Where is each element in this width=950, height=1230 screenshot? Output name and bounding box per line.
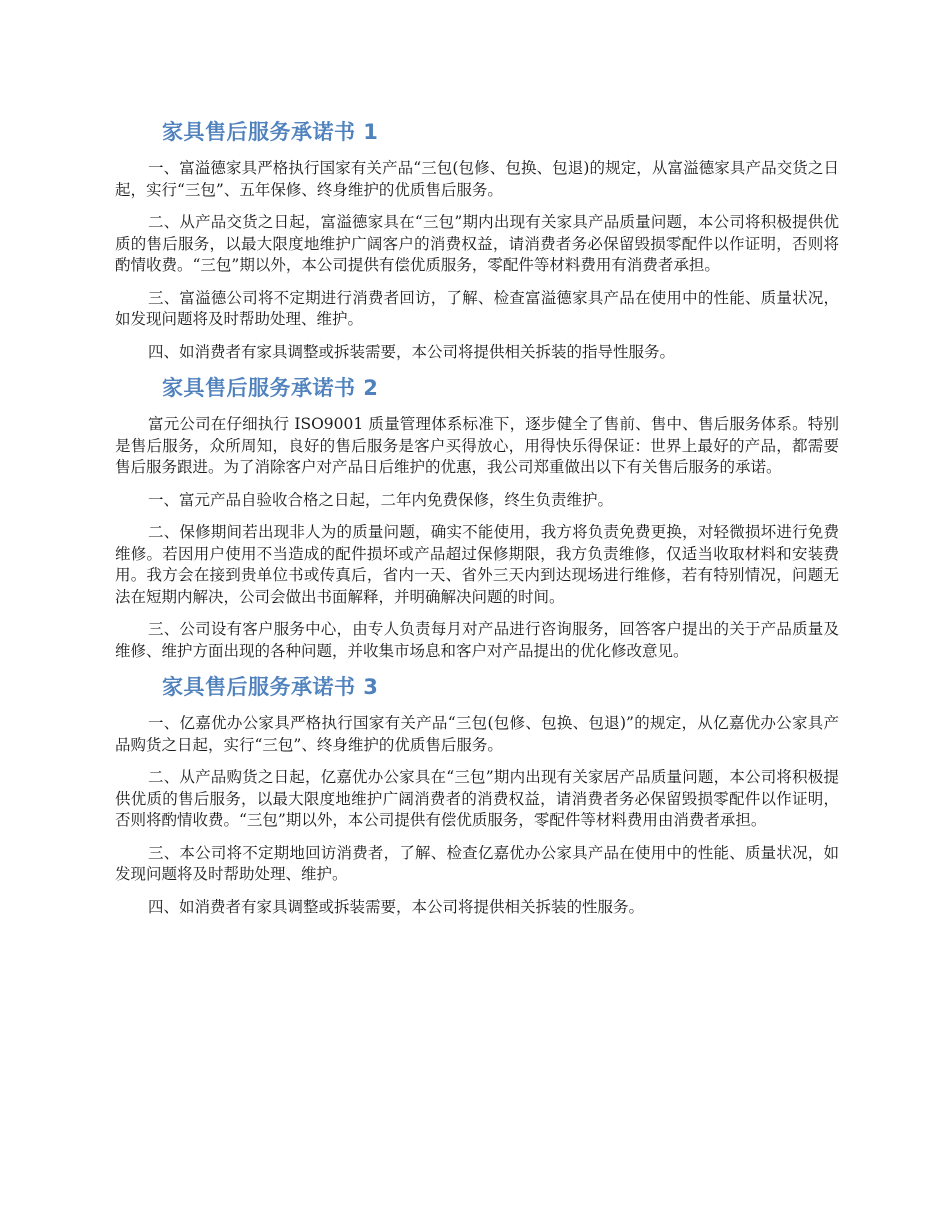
document-page (115, 118, 839, 929)
paragraph: 三、富溢德公司将不定期进行消费者回访，了解、检查富溢德家具产品在使用中的性能、质量状况，如发现问题将及时帮助处理、维护。 (115, 288, 839, 328)
paragraph: 一、亿嘉优办公家具严格执行国家有关产品“三包(包修、包换、包退)”的规定，从亿嘉优办公家具产品购货之日起，实行“三包”、终身维护的优质售后服务。 (115, 714, 839, 754)
section-3 (115, 673, 839, 918)
section-title: 家具售后服务承诺书 3 (162, 675, 379, 699)
paragraph: 富元公司在仔细执行 ISO9001 质量管理体系标准下，逐步健全了售前、售中、售后服务体系。特别是售后服务，众所周知，良好的售后服务是客户买得放心，用得快乐得保证：世界上最好的产品，都需要售后服务跟进。为了消除客户对产品日后维护的优惠，我公司郑重做出以下有关售后服务的承诺。 (115, 415, 839, 476)
paragraph: 二、从产品购货之日起，亿嘉优办公家具在“三包”期内出现有关家居产品质量问题，本公司将积极提供优质的售后服务，以最大限度地维护广阔消费者的消费权益，请消费者务必保留毁损零配件以作证明，否则将酌情收费。“三包”期以外，本公司提供有偿优质服务，零配件等材料费用由消费者承担。 (115, 768, 839, 829)
section-title: 家具售后服务承诺书 2 (162, 376, 379, 400)
paragraph: 四、如消费者有家具调整或拆装需要，本公司将提供相关拆装的性服务。 (148, 897, 645, 916)
paragraph: 三、公司设有客户服务中心，由专人负责每月对产品进行咨询服务，回答客户提出的关于产品质量及维修、维护方面出现的各种问题，并收集市场息和客户对产品提出的优化修改意见。 (115, 620, 839, 660)
section-title: 家具售后服务承诺书 1 (162, 120, 379, 144)
paragraph: 四、如消费者有家具调整或拆装需要，本公司将提供相关拆装的指导性服务。 (148, 342, 676, 361)
paragraph: 一、富元产品自验收合格之日起，二年内免费保修，终生负责维护。 (148, 490, 614, 509)
paragraph: 一、富溢德家具严格执行国家有关产品“三包(包修、包换、包退)的规定，从富溢德家具产品交货之日起，实行“三包”、五年保修、终身维护的优质售后服务。 (115, 159, 839, 199)
paragraph: 二、从产品交货之日起，富溢德家具在“三包”期内出现有关家具产品质量问题，本公司将积极提供优质的售后服务，以最大限度地维护广阔客户的消费权益，请消费者务必保留毁损零配件以作证明，否则将酌情收费。“三包”期以外，本公司提供有偿优质服务，零配件等材料费用有消费者承担。 (115, 213, 839, 274)
section-1 (115, 118, 839, 363)
section-2 (115, 374, 839, 662)
paragraph: 二、保修期间若出现非人为的质量问题，确实不能使用，我方将负责免费更换，对轻微损坏进行免费维修。若因用户使用不当造成的配件损坏或产品超过保修期限，我方负责维修，仅适当收取材料和安装费用。我方会在接到贵单位书或传真后，省内一天、省外三天内到达现场进行维修，若有特别情况，问题无法在短期内解决，公司会做出书面解释，并明确解决问题的时间。 (115, 523, 839, 606)
paragraph: 三、本公司将不定期地回访消费者，了解、检查亿嘉优办公家具产品在使用中的性能、质量状况，如发现问题将及时帮助处理、维护。 (115, 843, 839, 883)
